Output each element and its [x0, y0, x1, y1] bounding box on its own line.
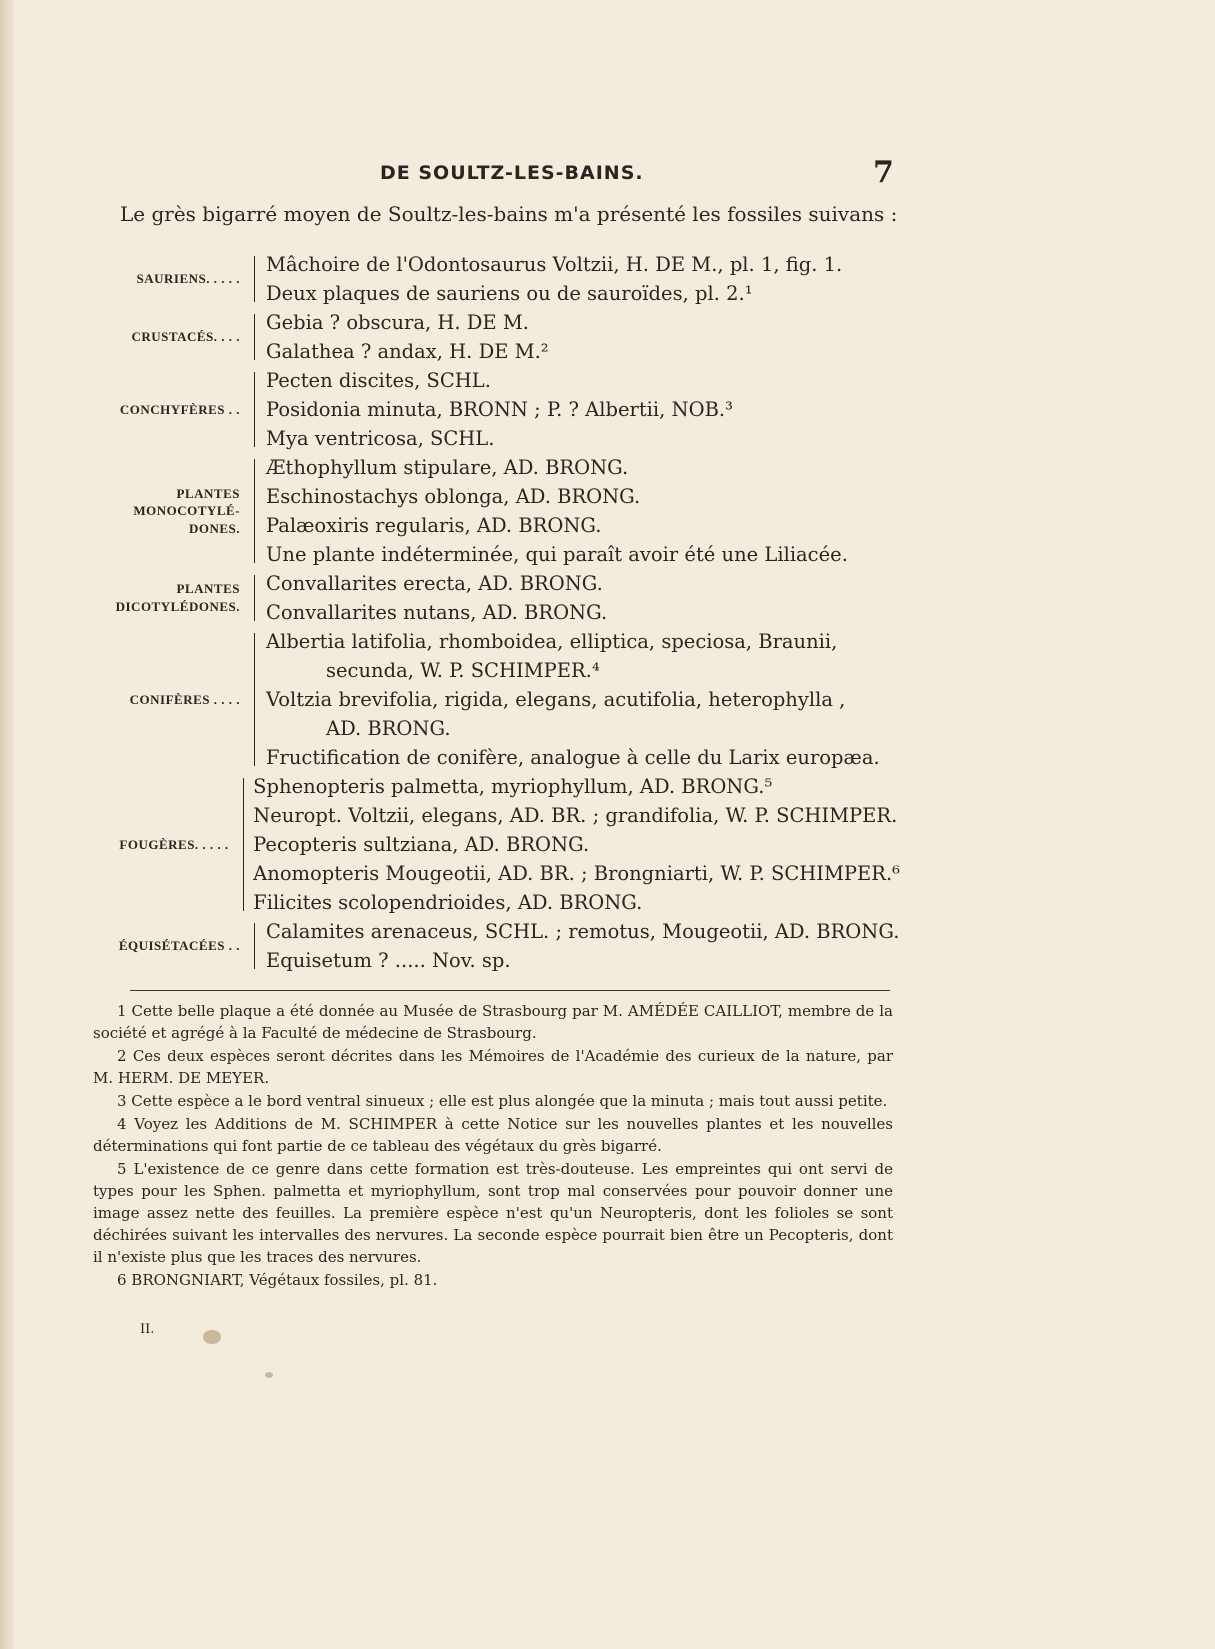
footnote: 5 L'existence de ce genre dans cette formation est très-douteuse. Les empreintes qui ont servi de types pour les Sphen. palmetta et myriophyllum, sont trop mal conservées pour pouvoir donner une image assez nette des feuilles. La première espèce n'est qu'un Neuropteris, dont les folioles se sont déchirées suivant les intervalles des nervures. La seconde espèce pourrait bien être un Pecopteris, dont il n'existe plus que les traces des nervures.: [93, 1160, 893, 1266]
footnote-rule: [130, 990, 890, 991]
fossil-group: [90, 366, 900, 453]
intro-sentence: Le grès bigarré moyen de Soultz-les-bains m'a présenté les fossiles suivans :: [120, 202, 898, 226]
fossil-entry: Fructification de conifère, analogue à celle du Larix europæa.: [266, 746, 880, 769]
fossil-entry: AD. BRONG.: [326, 717, 451, 740]
group-entries: [266, 250, 900, 308]
footnote: 2 Ces deux espèces seront décrites dans les Mémoires de l'Académie des curieux de la nature, par M. HERM. DE MEYER.: [93, 1047, 893, 1087]
fossil-entry: Galathea ? andax, H. DE M.²: [266, 340, 549, 363]
fossil-group: [90, 917, 900, 975]
running-head: DE SOULTZ-LES-BAINS.: [380, 162, 644, 184]
group-entries: [266, 569, 900, 627]
fossil-entry: Eschinostachys oblonga, AD. BRONG.: [266, 485, 641, 508]
group-entries: [266, 308, 900, 366]
group-label: FOUGÈRES. . . . .: [119, 836, 229, 852]
fossil-entry: Posidonia minuta, BRONN ; P. ? Albertii, NOB.³: [266, 398, 733, 421]
group-label: CONCHYFÈRES . .: [119, 401, 240, 417]
page-number: 7: [873, 155, 894, 190]
fossil-entry: Pecopteris sultziana, AD. BRONG.: [253, 833, 590, 856]
group-entries: [253, 772, 900, 917]
fossil-entry: Æthophyllum stipulare, AD. BRONG.: [266, 456, 629, 479]
fossil-group: [90, 308, 900, 366]
group-label: SAURIENS. . . . .: [136, 271, 240, 287]
signature-mark: II.: [140, 1322, 155, 1337]
fossil-entry: Voltzia brevifolia, rigida, elegans, acutifolia, heterophylla ,: [266, 688, 846, 711]
group-label: PLANTES MONOCOTYLÉ-DONES.: [133, 485, 240, 536]
brace: [246, 569, 266, 627]
footnote: 3 Cette espèce a le bord ventral sinueux ; elle est plus alongée que la minuta ; mais tout aussi petite.: [117, 1092, 888, 1110]
paper-stain: [203, 1330, 221, 1344]
fossil-entry: Deux plaques de sauriens ou de sauroïdes, pl. 2.¹: [266, 282, 753, 305]
fossil-group: [90, 569, 900, 627]
footnote: 1 Cette belle plaque a été donnée au Musée de Strasbourg par M. AMÉDÉE CAILLIOT, membre de la société et agrégé à la Faculté de médecine de Strasbourg.: [93, 1002, 893, 1042]
fossil-entry: Equisetum ? ..... Nov. sp.: [266, 949, 511, 972]
fossil-entry: Convallarites erecta, AD. BRONG.: [266, 572, 603, 595]
fossil-entry: Calamites arenaceus, SCHL. ; remotus, Mougeotii, AD. BRONG.: [266, 920, 900, 943]
fossil-entry: Albertia latifolia, rhomboidea, elliptica, speciosa, Braunii,: [266, 630, 838, 653]
fossil-group: [90, 772, 900, 917]
footnotes: [93, 1000, 893, 1292]
fossil-group: [90, 250, 900, 308]
brace: [246, 366, 266, 453]
brace: [246, 308, 266, 366]
group-label: ÉQUISÉTACÉES . .: [118, 938, 240, 954]
fossil-entry: Gebia ? obscura, H. DE M.: [266, 311, 530, 334]
fossil-entry: Sphenopteris palmetta, myriophyllum, AD. BRONG.⁵: [253, 775, 773, 798]
fossil-entry: secunda, W. P. SCHIMPER.⁴: [326, 659, 600, 682]
fossil-entry: Mya ventricosa, SCHL.: [266, 427, 495, 450]
page-edge: [0, 0, 14, 1649]
fossil-entry: Anomopteris Mougeotii, AD. BR. ; Brongniarti, W. P. SCHIMPER.⁶: [253, 862, 900, 885]
brace: [246, 453, 266, 569]
group-entries: [266, 366, 900, 453]
fossil-group: [90, 453, 900, 569]
brace: [235, 772, 253, 917]
group-label: CRUSTACÉS. . . .: [131, 329, 240, 345]
group-entries: [266, 453, 900, 569]
brace: [246, 250, 266, 308]
group-entries: [266, 917, 900, 975]
fossil-entry: Neuropt. Voltzii, elegans, AD. BR. ; grandifolia, W. P. SCHIMPER.: [253, 804, 898, 827]
fossil-list: [90, 250, 900, 975]
footnote: 6 BRONGNIART, Végétaux fossiles, pl. 81.: [117, 1271, 438, 1289]
fossil-entry: Pecten discites, SCHL.: [266, 369, 491, 392]
fossil-group: [90, 627, 900, 772]
brace: [246, 917, 266, 975]
group-label: PLANTES DICOTYLÉDONES.: [115, 581, 240, 614]
group-entries: [266, 627, 900, 772]
fossil-entry: Palæoxiris regularis, AD. BRONG.: [266, 514, 602, 537]
footnote: 4 Voyez les Additions de M. SCHIMPER à cette Notice sur les nouvelles plantes et les nouvelles déterminations qui font partie de ce tableau des végétaux du grès bigarré.: [93, 1115, 893, 1155]
brace: [246, 627, 266, 772]
fossil-entry: Une plante indéterminée, qui paraît avoir été une Liliacée.: [266, 543, 848, 566]
fossil-entry: Convallarites nutans, AD. BRONG.: [266, 601, 608, 624]
paper-stain: [265, 1372, 273, 1378]
fossil-entry: Mâchoire de l'Odontosaurus Voltzii, H. DE M., pl. 1, fig. 1.: [266, 253, 843, 276]
group-label: CONIFÈRES . . . .: [129, 691, 240, 707]
fossil-entry: Filicites scolopendrioides, AD. BRONG.: [253, 891, 643, 914]
